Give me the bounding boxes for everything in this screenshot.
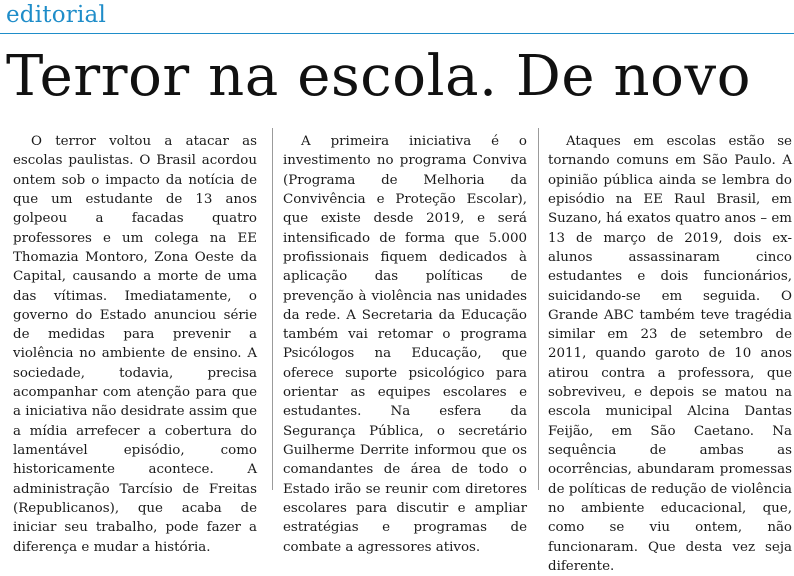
article-column-2 [283,132,527,557]
article-column-1 [13,132,257,557]
column-2-text: A primeira iniciativa é o investimento no programa Conviva (Programa de Melhoria da Convivência e Proteção Escolar), que existe desde 2019, e será intensificado de forma que 5.000 profissionais fiquem dedicados à aplicação das políticas de prevenção à violência nas unidades da rede. A Secretaria da Educação também vai retomar o programa Psicólogos na Educação, que oferece suporte psicológico para orientar as equipes escolares e estudantes. Na esfera da Segurança Pública, o secretário Guilherme Derrite informou que os comandantes de área de todo o Estado irão se reunir com diretores escolares para discutir e ampliar estratégias e programas de combate a agressores ativos. [283,134,527,555]
column-1-text: O terror voltou a atacar as escolas paulistas. O Brasil acordou ontem sob o impacto da notícia de que um estudante de 13 anos golpeou a facadas quatro professores e um colega na EE Thomazia Montoro, Zona Oeste da Capital, causando a morte de uma das vítimas. Imediatamente, o governo do Estado anunciou série de medidas para prevenir a violência no ambiente de ensino. A sociedade, todavia, precisa acompanhar com atenção para que a iniciativa não desidrate assim que a mídia arrefecer a cobertura do lamentável episódio, como historicamente acontece. A administração Tarcísio de Freitas (Republicanos), que acaba de iniciar seu trabalho, pode fazer a diferença e mudar a história. [13,134,257,555]
column-divider-2 [538,128,539,490]
column-3-text: Ataques em escolas estão se tornando comuns em São Paulo. A opinião pública ainda se lembra do episódio na EE Raul Brasil, em Suzano, há exatos quatro anos – em 13 de março de 2019, dois ex-alunos assassinaram cinco estudantes e dois funcionários, suicidando-se em seguida. O Grande ABC também teve tragédia similar em 23 de setembro de 2011, quando garoto de 10 anos atirou contra a professora, que sobreviveu, e depois se matou na escola municipal Alcina Dantas Feijão, em São Caetano. Na sequência de ambas as ocorrências, abundaram promessas de políticas de redução de violência no ambiente educacional, que, como se viu ontem, não funcionaram. Que desta vez seja diferente. [548,134,792,574]
headline: Terror na escola. De novo [6,44,752,109]
column-divider-1 [272,128,273,490]
article-column-3 [548,132,792,576]
section-divider [0,33,794,34]
section-label: editorial [6,2,106,28]
